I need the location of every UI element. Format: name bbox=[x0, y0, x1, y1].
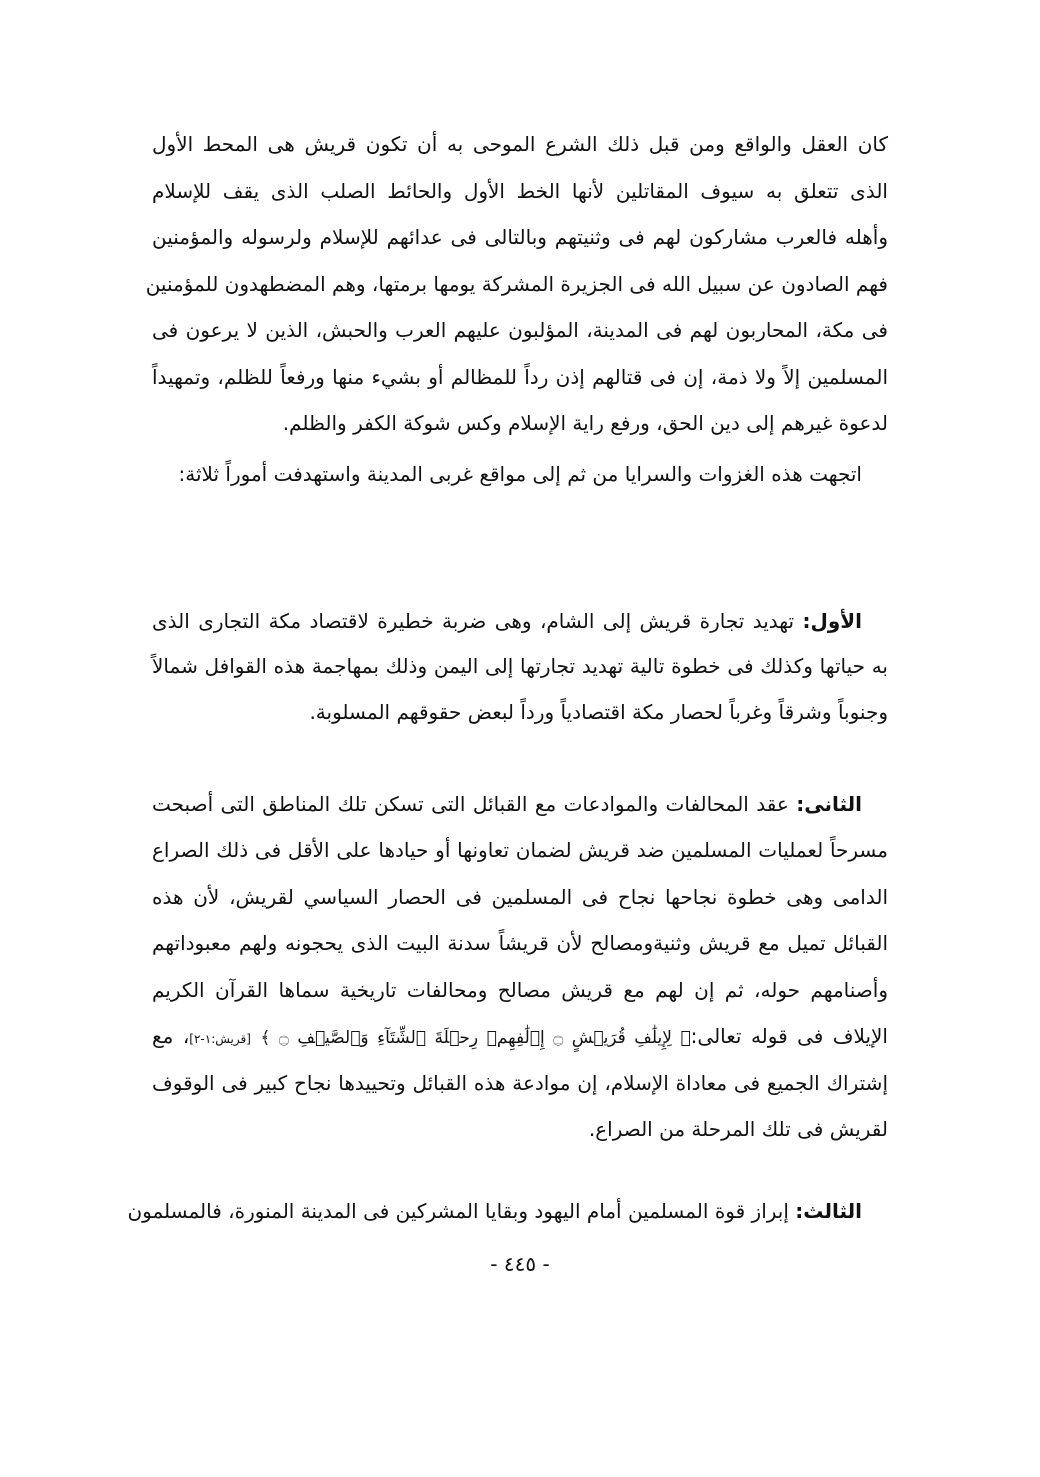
paragraph-4-line-5: وأصنامهم حوله، ثم إن لهم مع قريش مصالح ومحالفات تاريخية سماها القرآن الكريم bbox=[152, 978, 888, 1002]
page-number: - ٤٤٥ - bbox=[490, 1252, 550, 1276]
paragraph-3-line-2: به حياتها وكذلك فى خطوة تالية تهديد تجارتها إلى اليمن وذلك بمهاجمة هذه القوافل شمالاً bbox=[152, 654, 888, 678]
paragraph-3-line-3: وجنوباً وشرقاً وغرباً لحصار مكة اقتصادياً ورداً لبعض حقوقهم المسلوبة. bbox=[309, 700, 888, 724]
paragraph-5-label: الثالث: bbox=[795, 1199, 862, 1223]
paragraph-3-label: الأول: bbox=[802, 609, 862, 633]
paragraph-4-line-8: لقريش فى تلك المرحلة من الصراع. bbox=[588, 1117, 888, 1141]
paragraph-5-line-1 bbox=[127, 1191, 888, 1231]
paragraph-1-line-1: كان العقل والواقع ومن قبل ذلك الشرع الموحى به أن تكون قريش هى المحط الأول bbox=[152, 132, 888, 156]
paragraph-4-line-2: مسرحاً لعمليات المسلمين ضد قريش لضمان تعاونها أو حيادها على الأقل فى ذلك الصراع bbox=[152, 838, 888, 862]
quran-intro: الإيلاف فى قوله تعالى: bbox=[690, 1024, 888, 1048]
verse-reference: [قريش:١-٢] bbox=[189, 1032, 251, 1046]
paragraph-1-line-4: فهم الصادون عن سبيل الله فى الجزيرة المشركة يومها برمتها، وهم المضطهدون للمؤمنين bbox=[145, 272, 888, 296]
quran-verse: ﴿ لِإِيلَٰفِ قُرَيۡشٍ ۝ إِۦلَٰفِهِمۡ رِحۡلَةَ ٱلشِّتَآءِ وَٱلصَّيۡفِ ۝ ﴾ bbox=[260, 1028, 691, 1048]
paragraph-4-line-4: القبائل تميل مع قريش وثنيةومصالح لأن قريشاً سدنة البيت الذى يحجونه ولهم معبوداتهم bbox=[152, 931, 888, 955]
paragraph-1-line-6: المسلمين إلاً ولا ذمة، إن فى قتالهم إذن رداً للمظالم أو بشيء منها ورفعاً للظلم، وتمهيداً bbox=[152, 365, 888, 389]
paragraph-1-line-3: وأهله فالعرب مشاركون لهم فى وثنيتهم وبالتالى فى عدائهم للإسلام ولرسوله والمؤمنين bbox=[152, 225, 888, 249]
paragraph-3-line-1-text: تهديد تجارة قريش إلى الشام، وهى ضربة خطيرة لاقتصاد مكة التجارى الذى bbox=[152, 609, 795, 633]
paragraph-4-line-1 bbox=[152, 784, 888, 824]
paragraph-1-line-7: لدعوة غيرهم إلى دين الحق، ورفع راية الإسلام وكس شوكة الكفر والظلم. bbox=[282, 411, 888, 435]
paragraph-1-line-5: فى مكة، المحاربون لهم فى المدينة، المؤلبون عليهم العرب والحبش، الذين لا يرعون فى bbox=[152, 318, 888, 342]
paragraph-4-line-3: الدامى وهى خطوة نجاحها نجاح فى المسلمين فى الحصار السياسي لقريش، لأن هذه bbox=[152, 885, 888, 909]
paragraph-4-quran-line bbox=[152, 1016, 888, 1056]
paragraph-4-label: الثانى: bbox=[796, 792, 862, 816]
paragraph-5-line-1-text: إبراز قوة المسلمين أمام اليهود وبقايا المشركين فى المدينة المنورة، فالمسلمون bbox=[127, 1199, 789, 1223]
paragraph-4-line-7: إشتراك الجميع فى معاداة الإسلام، إن موادعة هذه القبائل وتحييدها نجاح كبير فى الوقوف bbox=[152, 1071, 888, 1095]
quran-after: ، مع bbox=[152, 1024, 190, 1048]
paragraph-4-line-1-text: عقد المحالفات والموادعات مع القبائل التى تسكن تلك المناطق التى أصبحت bbox=[152, 792, 789, 816]
paragraph-2-line-1: اتجهت هذه الغزوات والسرايا من ثم إلى مواقع غربى المدينة واستهدفت أموراً ثلاثة: bbox=[178, 462, 862, 486]
paragraph-3-line-1 bbox=[152, 601, 888, 641]
paragraph-1-line-2: الذى تتعلق به سيوف المقاتلين لأنها الخط الأول والحائط الصلب الذى يقف للإسلام bbox=[152, 179, 888, 203]
